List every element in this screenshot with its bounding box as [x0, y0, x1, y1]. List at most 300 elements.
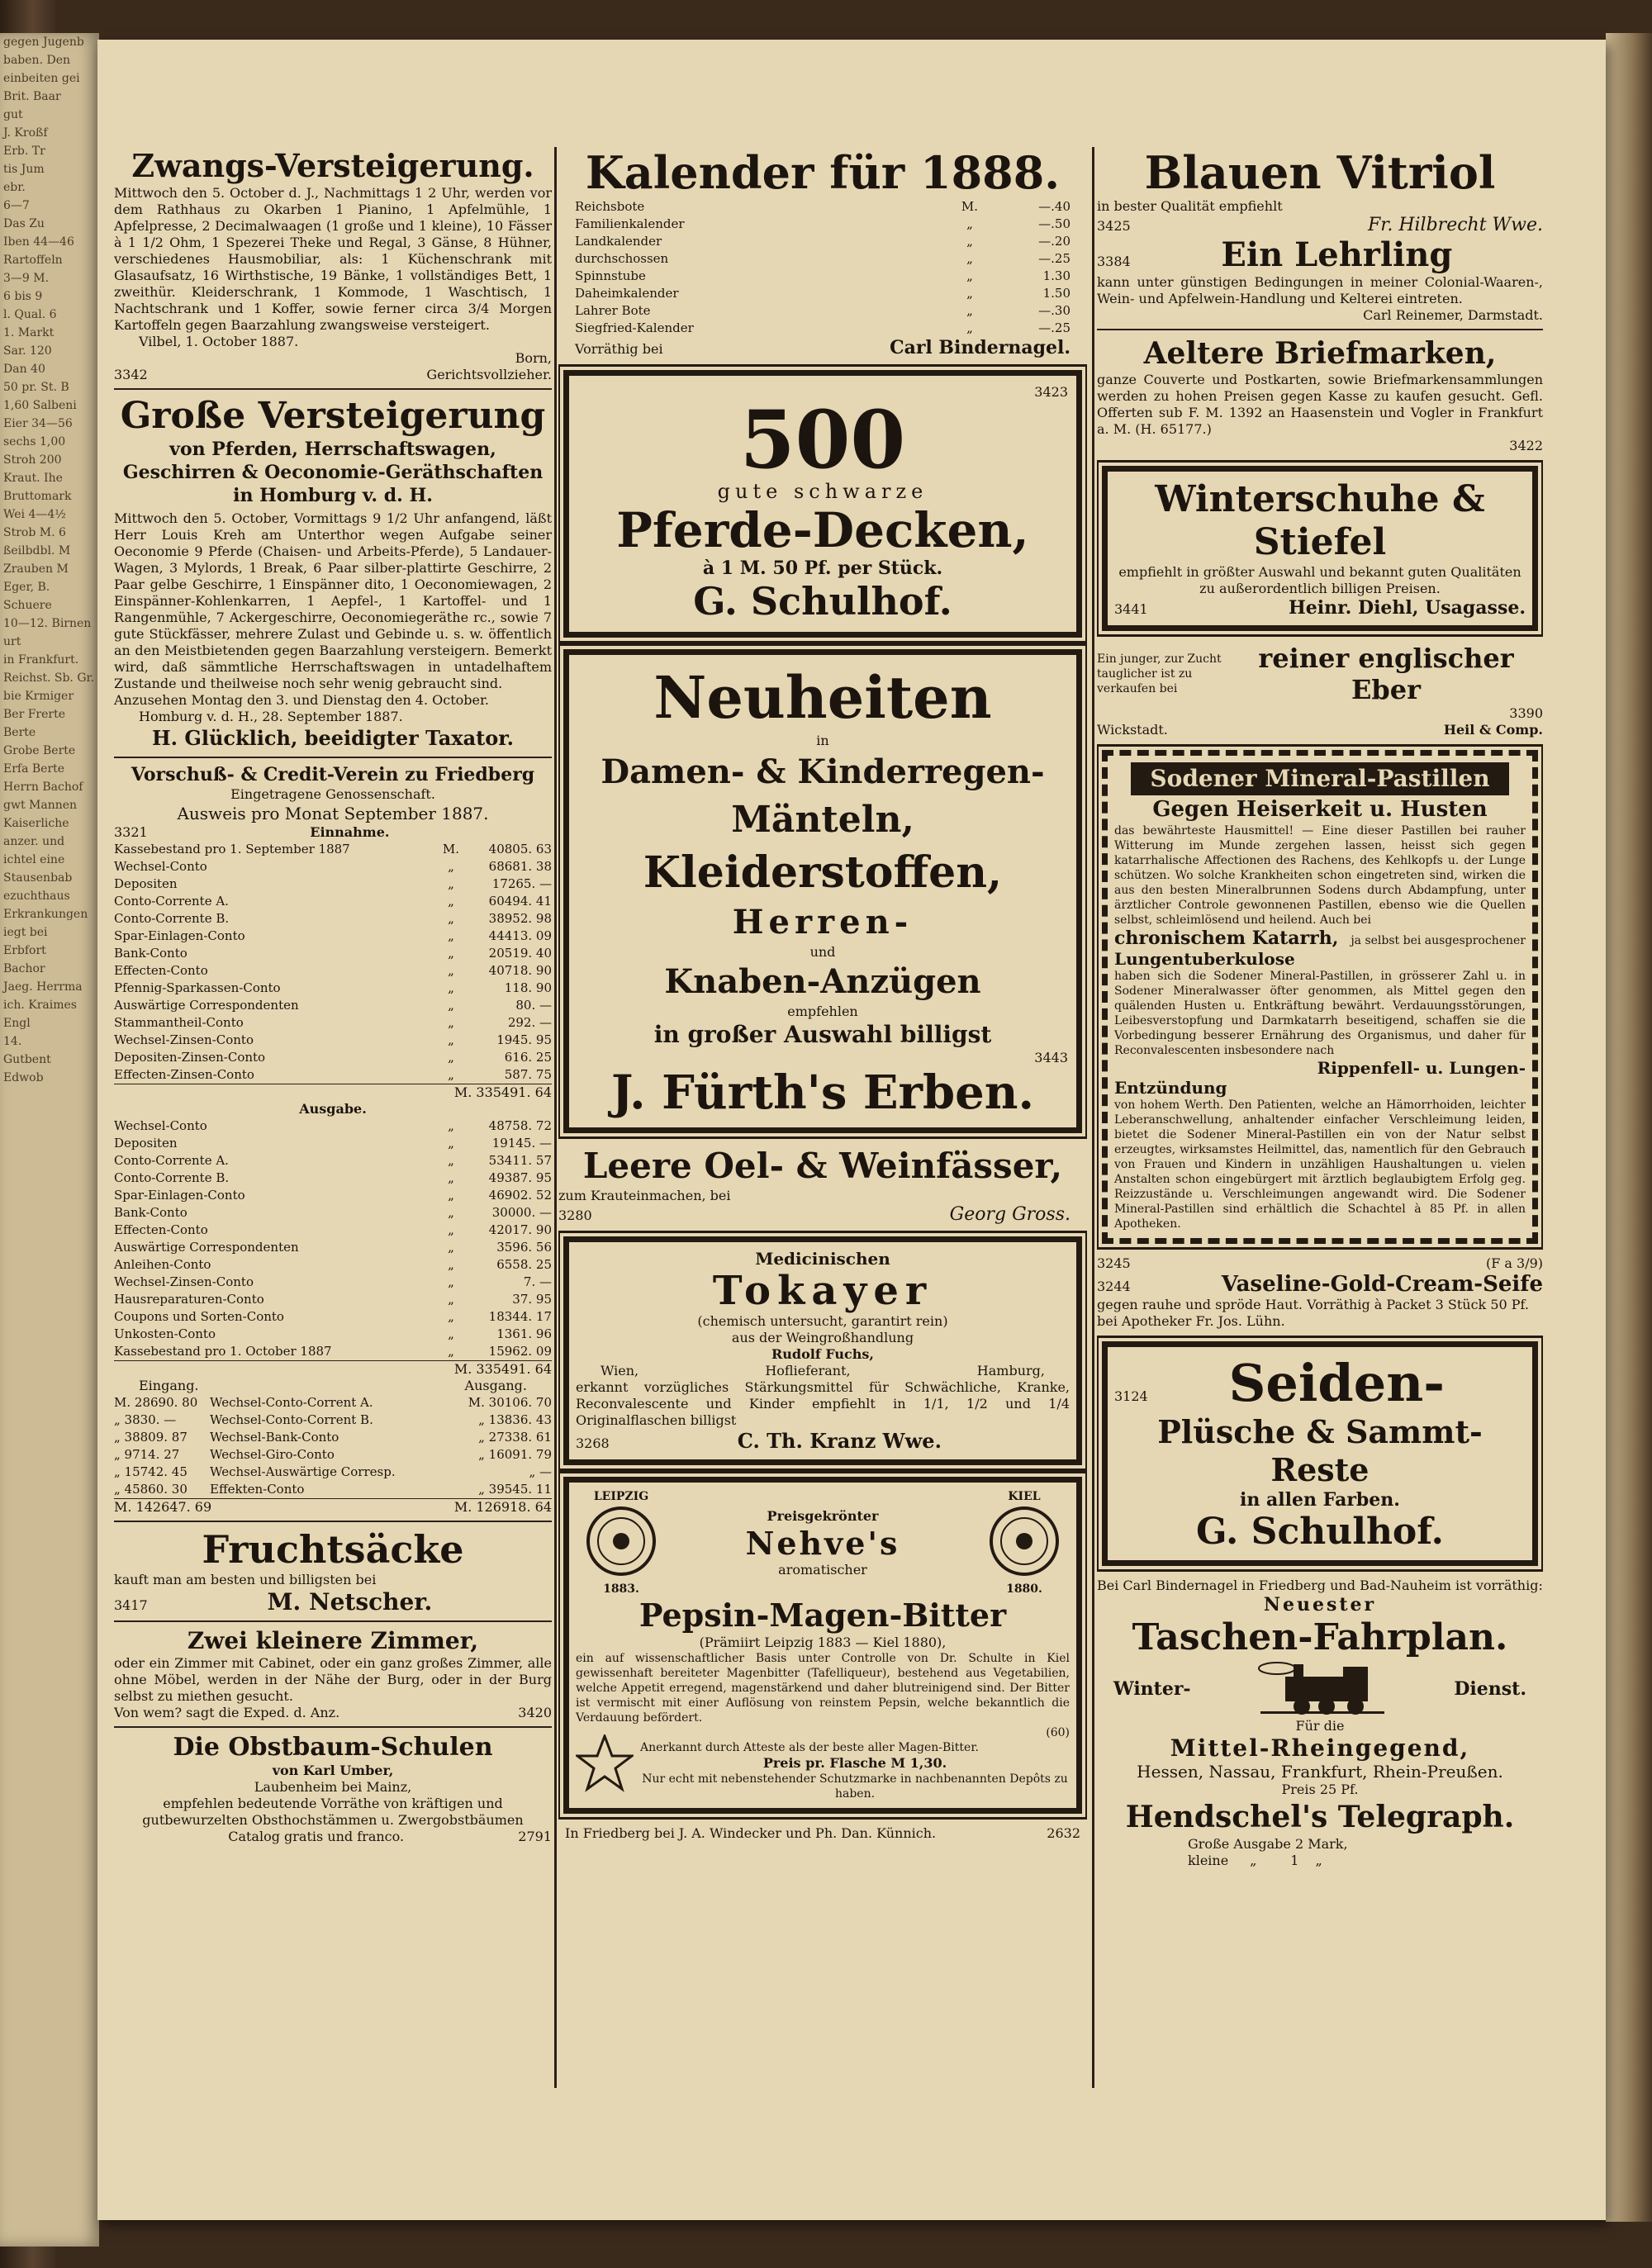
- row-value: 19145. —: [491, 1136, 552, 1151]
- eingang-total: M. 142647. 69: [114, 1499, 212, 1515]
- ad-number: 3443: [1034, 1050, 1068, 1065]
- ad-number: 3425: [1097, 218, 1131, 234]
- table-row: [114, 1239, 552, 1256]
- table-row: [114, 1204, 552, 1222]
- table-row: [114, 980, 552, 997]
- star-trademark-icon: [576, 1734, 634, 1792]
- ad-stock: Vorräthig bei: [575, 341, 663, 357]
- row-unit: M.: [961, 199, 979, 214]
- ad-empfehlen: empfehlen: [787, 1004, 858, 1019]
- row-unit: „: [448, 946, 454, 961]
- previous-page-text: ich. Kraimes: [3, 999, 77, 1012]
- row-label: Bank-Conto: [114, 946, 188, 961]
- ad-vorschuss-verein: [114, 763, 552, 1516]
- ad-oel-weinfaesser: [558, 1145, 1087, 1225]
- row-unit: „: [448, 998, 454, 1013]
- ad-nehve-pepsin: [563, 1477, 1082, 1814]
- row-label: Lahrer Bote: [575, 303, 651, 318]
- ad-signature: J. Fürth's Erben.: [610, 1065, 1035, 1120]
- ad-number: 3321: [114, 824, 148, 840]
- eingang-value: „ 15742. 45: [114, 1464, 188, 1479]
- previous-page-text: in Frankfurt.: [3, 653, 79, 667]
- row-label: Depositen-Zinsen-Conto: [114, 1050, 266, 1065]
- row-unit: „: [966, 251, 973, 266]
- previous-page-text: tis Jum: [3, 163, 45, 176]
- ad-title: Pepsin-Magen-Bitter: [638, 1597, 1007, 1634]
- row-unit: „: [448, 1050, 454, 1065]
- divider: [114, 1521, 552, 1522]
- ausgang-value: M. 30106. 70: [468, 1395, 552, 1410]
- row-label: Landkalender: [575, 234, 662, 249]
- previous-page-text: Erb. Tr: [3, 145, 45, 158]
- table-row: [114, 1343, 552, 1360]
- row-value: 587. 75: [504, 1067, 552, 1082]
- ad-pretitle: Neuester: [1263, 1594, 1377, 1616]
- ad-body: ein auf wissenschaftlicher Basis unter Controlle von Dr. Schulte in Kiel gewissenhaft bereiteter Magenbitter (Tafelliqueur), bestehend aus Vegetabilien, welche Appetit erregend, magenstärkend und daher blutreinigend sind. Der Bitter ist vermischt mit einer Auflösung von reinstem Pepsin, welche bekanntlich die Verdauung befördert.: [576, 1652, 1070, 1725]
- row-unit: „: [966, 303, 973, 318]
- ad-vaseline: [1097, 1272, 1543, 1330]
- ad-title: Große Versteigerung: [120, 395, 546, 437]
- row-unit: „: [448, 1067, 454, 1082]
- ad-title: Hendschel's Telegraph.: [1125, 1800, 1515, 1834]
- ausgang-value: „ 27338. 61: [478, 1430, 552, 1445]
- ad-note: Nur echt mit nebenstehender Schutzmarke in nachbenannten Depôts zu haben.: [642, 1772, 1068, 1801]
- ad-viewing: Anzusehen Montag den 3. und Dienstag den 4. October.: [114, 692, 489, 708]
- table-row: [114, 1464, 552, 1481]
- ad-signature: Heil & Comp.: [1443, 722, 1543, 738]
- previous-page-text: anzer. und: [3, 835, 65, 848]
- row-value: 46902. 52: [488, 1188, 552, 1203]
- row-unit: „: [448, 1274, 454, 1289]
- previous-page-text: 10—12. Birnen: [3, 617, 92, 630]
- ad-title: Leere Oel- & Weinfässer,: [582, 1146, 1063, 1186]
- row-value: —.50: [1038, 216, 1070, 231]
- ad-line: Kleiderstoffen,: [643, 847, 1003, 898]
- previous-page-text: gwt Mannen: [3, 799, 78, 812]
- eingang-value: „ 45860. 30: [114, 1482, 188, 1497]
- row-label: Hausreparaturen-Conto: [114, 1292, 264, 1307]
- ad-by: von Karl Umber,: [272, 1763, 394, 1778]
- column-middle: [558, 147, 1087, 2088]
- ausgang-total: M. 126918. 64: [453, 1499, 552, 1515]
- row-label: Wechsel-Conto-Corrent A.: [210, 1395, 373, 1410]
- row-unit: „: [448, 1205, 454, 1220]
- row-unit: „: [966, 234, 973, 249]
- ad-body: ganze Couverte und Postkarten, sowie Briefmarkensammlungen werden zu hohen Preisen gegen Kasse zu kaufen gesucht. Gefl. Offerten sub F. M. 1392 an Haasenstein und Vogler in Frankfurt a. M. (H. 65177.): [1097, 372, 1543, 437]
- ad-signature: Georg Gross.: [949, 1204, 1070, 1225]
- leipzig-medal-icon: [584, 1504, 658, 1578]
- row-label: Conto-Corrente B.: [114, 1170, 230, 1185]
- ad-title: Taschen-Fahrplan.: [1132, 1616, 1508, 1658]
- ad-fahrplan: [1097, 1578, 1543, 1869]
- ad-number: 3280: [558, 1208, 592, 1223]
- row-unit: „: [966, 268, 973, 283]
- ad-body: kauft man am besten und billigsten bei: [114, 1572, 377, 1587]
- previous-page-text: 50 pr. St. B: [3, 381, 69, 394]
- ad-blauen-vitriol: [1097, 147, 1543, 235]
- row-unit: „: [448, 1015, 454, 1030]
- previous-page-text: iegt bei: [3, 926, 48, 939]
- row-label: Wechsel-Bank-Conto: [210, 1430, 339, 1445]
- table-row: [114, 997, 552, 1014]
- book-binding-edge: [1606, 33, 1652, 2222]
- row-unit: M.: [442, 842, 460, 856]
- ad-briefmarken: [1097, 335, 1543, 454]
- ad-arom: aromatischer: [778, 1561, 867, 1578]
- row-label: Effecten-Conto: [114, 1222, 208, 1237]
- ad-body: empfiehlt in größter Auswahl und bekannt guten Qualitäten zu außerordentlich billigen Preisen.: [1118, 564, 1521, 596]
- ad-title: Winterschuhe & Stiefel: [1155, 478, 1485, 563]
- divider: [1097, 329, 1543, 330]
- ad-title: Pferde-Decken,: [616, 502, 1029, 558]
- ad-eber: [1097, 643, 1543, 738]
- ad-body: das bewährteste Hausmittel! — Eine dieser Pastillen bei rauher Witterung im Munde zergehen lassen, heisst sich gegen katarrhalische Affectionen des Rachens, des Kehlkopfs u. der Lunge schützen. Wo solche Krankheiten schon eingetreten sind, wirken die aus den besten Mineralbrunnen Sodens durch Abdampfung, unter ärztlicher Controle gewonnenen Pastillen, ebenso wie die Quellen selbst, schleimlösend und heilend. Auch bei: [1114, 824, 1526, 927]
- ad-catalog: Catalog gratis und franco.: [228, 1829, 405, 1844]
- ausgang-value: „ 16091. 79: [478, 1447, 552, 1462]
- ad-line: Von wem? sagt die Exped. d. Anz.: [114, 1705, 340, 1720]
- newspaper-page: [97, 40, 1606, 2220]
- table-row: [575, 320, 1070, 337]
- row-unit: „: [448, 1326, 454, 1341]
- ad-body: haben sich die Sodener Mineral-Pastillen, in grösserer Zahl u. in Sodener Mineralwasser öfter genommen, als Mittel gegen den quälenden Husten u. Entkräftung bewährt. Verdauungsstörungen, Leibesverstopfung und Darmkatarrh beseitigend, schaffen sie die Vorbedingung besserer Ernährung des Organismus, und daher für Reconvalescenten insbesondere nach: [1114, 970, 1526, 1057]
- previous-page-text: Iben 44—46: [3, 235, 74, 249]
- row-value: 1945. 95: [496, 1032, 552, 1047]
- income-total: M. 335491. 64: [114, 1084, 552, 1101]
- previous-page-text: Eier 34—56: [3, 417, 73, 430]
- row-value: 40718. 90: [488, 963, 552, 978]
- table-row: [575, 216, 1070, 233]
- row-value: 1.50: [1042, 286, 1070, 301]
- previous-page-text: 14.: [3, 1035, 22, 1048]
- row-unit: „: [448, 894, 454, 909]
- ad-und: und: [809, 944, 836, 960]
- row-unit: „: [448, 876, 454, 891]
- ad-body: kann unter günstigen Bedingungen in meiner Colonial-Waaren-, Wein- und Apfelwein-Handlung und Kelterei eintreten.: [1097, 274, 1543, 306]
- row-unit: „: [448, 1257, 454, 1272]
- row-label: Wechsel-Zinsen-Conto: [114, 1274, 254, 1289]
- table-row: [114, 1187, 552, 1204]
- previous-page-text: Eger, B.: [3, 581, 50, 594]
- ad-line: Mänteln,: [731, 799, 914, 841]
- ad-signature: Carl Bindernagel.: [890, 337, 1070, 358]
- row-label: Wechsel-Zinsen-Conto: [114, 1032, 254, 1047]
- column-rule: [554, 147, 557, 2088]
- ad-subtitle: Eingetragene Genossenschaft.: [230, 786, 435, 802]
- ad-body: von hohem Werth. Den Patienten, welche an Hämorrhoiden, leichter Leberanschwellung, anhaltender einfacher Verschleimung leiden, bietet die Sodener Mineral-Pastillen ein von der Natur selbst erzeugtes, wirksamstes Heilmittel, das, namentlich für den Gebrauch von Frauen und Kindern in unzähligen Haushaltungen u. vielen Anstalten schon eingebürgert mit ärztlich beglaubigtem Erfolg geg. Reizzustände u. Verschleimungen angewandt wird. Die Sodener Mineral-Pastillen sind erhältlich die Schachtel à 85 Pf. in allen Apotheken.: [1114, 1098, 1526, 1231]
- previous-page-text: ezuchthaus: [3, 890, 70, 903]
- row-label: Spar-Einlagen-Conto: [114, 1188, 245, 1203]
- ad-line: Winter-: [1113, 1678, 1191, 1700]
- row-value: 49387. 95: [488, 1170, 552, 1185]
- table-row: [114, 1222, 552, 1239]
- ad-places: Hessen, Nassau, Frankfurt, Rhein-Preußen.: [1137, 1762, 1503, 1782]
- ad-place: Wickstadt.: [1097, 722, 1168, 738]
- ad-title: Aeltere Briefmarken,: [1143, 336, 1497, 371]
- table-row: [114, 875, 552, 893]
- ad-winterschuhe: [1102, 466, 1538, 631]
- row-label: Siegfried-Kalender: [575, 320, 694, 335]
- row-value: 6558. 25: [496, 1257, 552, 1272]
- row-label: Reichsbote: [575, 199, 645, 214]
- row-label: Spinnstube: [575, 268, 646, 283]
- table-row: [114, 858, 552, 875]
- row-value: 38952. 98: [488, 911, 552, 926]
- ad-tokayer: [563, 1236, 1082, 1465]
- previous-page-text: Sar. 120: [3, 344, 52, 358]
- ad-signature: M. Netscher.: [267, 1588, 433, 1616]
- previous-page-text: ebr.: [3, 181, 26, 194]
- previous-page-text: Erkrankungen: [3, 908, 88, 921]
- ad-number: 3124: [1114, 1388, 1148, 1404]
- table-row: [114, 1412, 552, 1429]
- row-value: 68681. 38: [488, 859, 552, 874]
- ad-number: 3342: [114, 367, 148, 382]
- previous-page-text: Edwob: [3, 1071, 44, 1084]
- row-label: Coupons und Sorten-Conto: [114, 1309, 284, 1324]
- row-label: Effecten-Zinsen-Conto: [114, 1067, 254, 1082]
- ad-number: 3420: [518, 1705, 552, 1720]
- row-label: Spar-Einlagen-Conto: [114, 928, 245, 943]
- ad-signature: G. Schulhof.: [1196, 1511, 1444, 1553]
- ad-title: Vaseline-Gold-Cream-Seife: [1221, 1272, 1543, 1297]
- row-unit: „: [448, 1309, 454, 1324]
- ad-keyword: chronischem Katarrh,: [1114, 928, 1339, 949]
- ad-signature-title: Gerichtsvollzieher.: [426, 367, 552, 382]
- row-value: 37. 95: [512, 1292, 552, 1307]
- ad-pferde-decken: [563, 370, 1082, 638]
- ad-line: Rudolf Fuchs,: [771, 1346, 874, 1362]
- row-value: —.40: [1038, 199, 1070, 214]
- previous-page-text: Wei 4—4½: [3, 508, 66, 521]
- ad-line: Für die: [1295, 1718, 1345, 1734]
- row-label: Wechsel-Conto: [114, 1118, 207, 1133]
- ad-signature: Fr. Hilbrecht Wwe.: [1367, 215, 1543, 235]
- ad-title: Fruchtsäcke: [202, 1527, 464, 1572]
- previous-page-text: Strob M. 6: [3, 526, 66, 539]
- previous-page-text: Schuere: [3, 599, 52, 612]
- ad-keyword: Lungentuberkulose: [1114, 949, 1295, 969]
- row-label: Daheimkalender: [575, 286, 679, 301]
- table-row: [575, 302, 1070, 320]
- ad-code: (F a 3/9): [1485, 1255, 1543, 1271]
- row-unit: „: [448, 963, 454, 978]
- row-unit: „: [448, 1344, 454, 1359]
- table-row: [114, 1429, 552, 1446]
- ad-sodener: [1102, 750, 1538, 1244]
- column-right: [1097, 147, 1543, 2088]
- ad-subtitle: von Pferden, Herrschaftswagen, Geschirren & Oeconomie-Geräthschaften in Homburg v. d. H.: [122, 439, 544, 506]
- table-row: [114, 1117, 552, 1135]
- row-label: Wechsel-Giro-Conto: [210, 1447, 335, 1462]
- table-row: [114, 1066, 552, 1084]
- row-unit: „: [448, 1240, 454, 1255]
- row-value: 18344. 17: [488, 1309, 552, 1324]
- ad-award: (Prämiirt Leipzig 1883 — Kiel 1880),: [699, 1635, 947, 1650]
- row-value: 1.30: [1042, 268, 1070, 283]
- ad-zimmer: [114, 1627, 552, 1721]
- row-label: Conto-Corrente A.: [114, 894, 229, 909]
- ad-brand: Nehve's: [745, 1524, 900, 1562]
- table-row: [114, 962, 552, 980]
- medal-year: 1883.: [603, 1582, 639, 1596]
- previous-page-text: ßeilbdbl. M: [3, 544, 71, 558]
- ad-body: zum Krauteinmachen, bei: [558, 1188, 731, 1203]
- ad-title: Sodener Mineral-Pastillen: [1131, 762, 1509, 795]
- ad-signature: Carl Reinemer, Darmstadt.: [1363, 307, 1543, 323]
- previous-page-text: baben. Den: [3, 54, 70, 67]
- ad-keyword: Entzündung: [1114, 1078, 1227, 1098]
- ad-place-date: Vilbel, 1. October 1887.: [139, 334, 299, 349]
- previous-page-text: gegen Jugenb: [3, 36, 84, 49]
- row-unit: „: [448, 1153, 454, 1168]
- row-label: Anleihen-Conto: [114, 1257, 211, 1272]
- ad-title: Seiden-: [1228, 1353, 1446, 1413]
- row-label: Auswärtige Correspondenten: [114, 1240, 299, 1255]
- row-label: Depositen: [114, 876, 178, 891]
- previous-page-text: l. Qual. 6: [3, 308, 57, 321]
- ad-body: gegen rauhe und spröde Haut. Vorräthig à Packet 3 Stück 50 Pf. bei Apotheker Fr. Jos. Lühn.: [1097, 1297, 1529, 1329]
- table-row: [114, 945, 552, 962]
- ad-line: 1: [1290, 1853, 1299, 1868]
- table-row: [114, 928, 552, 945]
- table-row: [114, 1308, 552, 1326]
- row-unit: „: [448, 1136, 454, 1151]
- table-row: [114, 1152, 552, 1170]
- previous-page-text: einbeiten gei: [3, 72, 80, 85]
- row-value: 80. —: [515, 998, 552, 1013]
- table-row: [114, 1446, 552, 1464]
- table-row: [114, 910, 552, 928]
- ad-line: Herren-: [732, 903, 914, 942]
- expense-table: [114, 1117, 552, 1360]
- ad-ditto: „: [1315, 1853, 1322, 1868]
- locomotive-icon: [1252, 1660, 1393, 1718]
- ad-number: 3422: [1509, 438, 1543, 453]
- row-label: Wechsel-Conto: [114, 859, 207, 874]
- row-label: Effekten-Conto: [210, 1482, 305, 1497]
- row-unit: „: [448, 928, 454, 943]
- ad-obstbaum: [114, 1733, 552, 1845]
- ad-lehrling: [1097, 235, 1543, 324]
- table-row: [114, 1394, 552, 1412]
- ad-line: Dienst.: [1454, 1678, 1526, 1700]
- row-label: Kassebestand pro 1. October 1887: [114, 1344, 332, 1359]
- previous-page-edge: [0, 33, 99, 2247]
- row-label: Stammantheil-Conto: [114, 1015, 244, 1030]
- row-label: Kassebestand pro 1. September 1887: [114, 842, 350, 856]
- ad-title: reiner englischer Eber: [1258, 643, 1514, 705]
- row-label: Wechsel-Auswärtige Corresp.: [210, 1464, 396, 1479]
- row-label: Effecten-Conto: [114, 963, 208, 978]
- table-row: [114, 1049, 552, 1066]
- row-value: 60494. 41: [488, 894, 552, 909]
- row-value: 48758. 72: [488, 1118, 552, 1133]
- table-row: [575, 250, 1070, 268]
- table-row: [114, 1170, 552, 1187]
- row-unit: „: [448, 1118, 454, 1133]
- ad-line: Knaben-Anzügen: [664, 962, 981, 1001]
- divider: [114, 1620, 552, 1622]
- expense-heading: Ausgabe.: [299, 1101, 367, 1117]
- ad-code: (60): [1046, 1726, 1070, 1739]
- row-unit: „: [448, 859, 454, 874]
- previous-page-text: 1,60 Salbeni: [3, 399, 77, 412]
- previous-page-text: Berte: [3, 726, 36, 739]
- previous-page-text: 6 bis 9: [3, 290, 43, 303]
- table-row: [114, 1291, 552, 1308]
- row-value: 42017. 90: [488, 1222, 552, 1237]
- table-row: [114, 1326, 552, 1343]
- eingang-value: „ 9714. 27: [114, 1447, 180, 1462]
- previous-page-text: Kraut. Ihe: [3, 472, 63, 485]
- row-label: Unkosten-Conto: [114, 1326, 216, 1341]
- previous-page-text: 3—9 M.: [3, 272, 50, 285]
- ad-title: Kalender für 1888.: [585, 147, 1061, 199]
- ad-intro: Bei Carl Bindernagel in Friedberg und Bad-Nauheim ist vorräthig:: [1097, 1578, 1543, 1593]
- kiel-medal-icon: [987, 1504, 1061, 1578]
- ausgang-value: „ 13836. 43: [478, 1412, 552, 1427]
- ad-line: Hamburg,: [976, 1363, 1045, 1378]
- row-unit: „: [448, 1292, 454, 1307]
- row-value: 15962. 09: [488, 1344, 552, 1359]
- table-row: [575, 233, 1070, 250]
- ad-title: Zwei kleinere Zimmer,: [187, 1627, 479, 1654]
- row-unit: „: [448, 1222, 454, 1237]
- ad-region: Mittel-Rheingegend,: [1170, 1734, 1470, 1762]
- eingang-value: M. 28690. 80: [114, 1395, 198, 1410]
- ad-in: in: [816, 733, 829, 748]
- ad-number: 2791: [518, 1829, 552, 1844]
- row-unit: „: [448, 1170, 454, 1185]
- table-row: [114, 1032, 552, 1049]
- previous-page-text: Stroh 200: [3, 453, 62, 467]
- previous-page-text: Reichst. Sb. Gr.: [3, 671, 95, 685]
- previous-page-text: bie Krmiger: [3, 690, 74, 703]
- row-value: —.30: [1038, 303, 1070, 318]
- kalender-list: [558, 198, 1087, 337]
- table-row: [114, 1014, 552, 1032]
- row-value: 7. —: [523, 1274, 552, 1289]
- row-value: 20519. 40: [488, 946, 552, 961]
- ad-body: in bester Qualität empfiehlt: [1097, 198, 1283, 214]
- ad-big-number: 500: [739, 393, 906, 486]
- row-unit: „: [966, 320, 973, 335]
- previous-page-text: urt: [3, 635, 21, 648]
- ad-subtitle: gute schwarze: [717, 480, 928, 503]
- eingang-value: „ 38809. 87: [114, 1430, 188, 1445]
- income-heading: Einnahme.: [310, 824, 390, 840]
- ad-number: 3245: [1097, 1255, 1131, 1271]
- ad-place-date: Homburg v. d. H., 28. September 1887.: [139, 709, 403, 724]
- ad-body: Mittwoch den 5. October d. J., Nachmittags 1 2 Uhr, werden vor dem Rathhaus zu Okarben 1 Pianino, 1 Apfelmühle, 1 Apfelpresse, 2 Decimalwaagen (1 große und 1 kleine), 10 Fässer à 1 1/2 Ohm, 1 Spezerei Theke und Regal, 3 Gänse, 8 Hühner, verschiedenes Hausmobiliar, als: 1 Küchenschrank mit Glasaufsatz, 16 Wirthstische, 19 Bänke, 1 vollständiges Bett, 1 zweithür. Kleiderschrank, 1 Kommode, 1 Waschtisch, 1 Nachtschrank und 1 Koffer, sowie ferner circa 3/4 Morgen Kartoffeln gegen Baarzahlung zwangsweise versteigert.: [114, 185, 552, 333]
- ad-number: 2632: [1047, 1825, 1080, 1841]
- previous-page-text: Herrn Bachof: [3, 781, 83, 794]
- ad-kalender: [558, 147, 1087, 358]
- ad-pretitle: Preisgekrönter: [767, 1507, 879, 1524]
- previous-page-text: Bachor: [3, 962, 45, 975]
- ad-price: Preis pr. Flasche M 1,30.: [762, 1755, 947, 1771]
- ad-number: 3423: [1034, 384, 1068, 400]
- ad-zwangs-versteigerung: [114, 147, 552, 383]
- row-label: Bank-Conto: [114, 1205, 188, 1220]
- ad-grosse-versteigerung: [114, 395, 552, 752]
- ad-ditto: „: [1250, 1853, 1257, 1868]
- ad-line: Wien,: [601, 1363, 639, 1378]
- expense-total: M. 335491. 64: [114, 1360, 552, 1378]
- table-row: [575, 198, 1070, 216]
- row-label: durchschossen: [575, 251, 669, 266]
- ad-signature: Heinr. Diehl, Usagasse.: [1288, 597, 1526, 619]
